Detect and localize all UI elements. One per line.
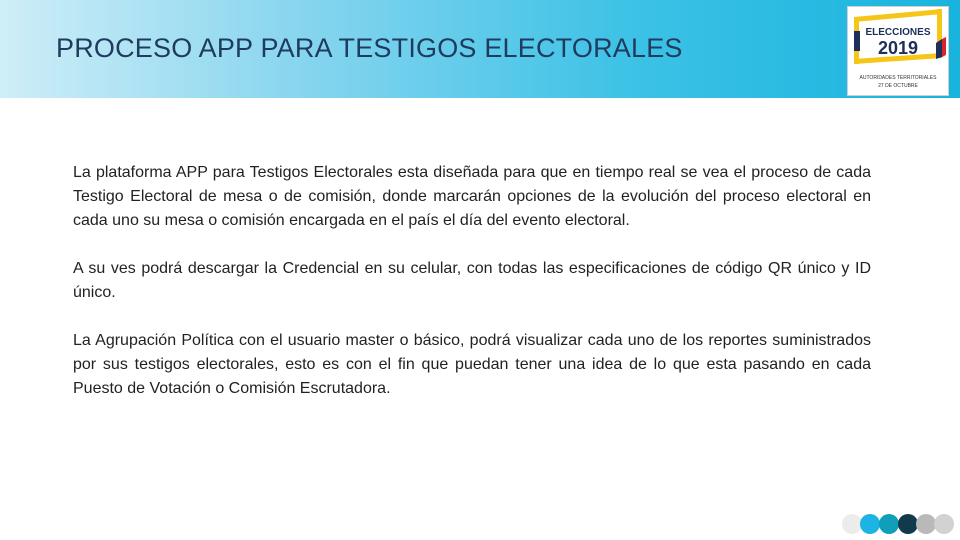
header-bar <box>0 0 960 98</box>
decorative-dots <box>842 514 954 534</box>
body-text <box>73 161 871 425</box>
logo-line-3: AUTORIDADES TERRITORIALES <box>859 75 937 81</box>
page-title: PROCESO APP PARA TESTIGOS ELECTORALES <box>56 33 683 63</box>
logo-line-1: ELECCIONES <box>865 27 931 38</box>
dot-5 <box>916 514 936 534</box>
dot-4 <box>898 514 918 534</box>
logo-line-4: 27 DE OCTUBRE <box>878 83 918 89</box>
elecciones-2019-logo <box>847 6 949 96</box>
paragraph-3: La Agrupación Política con el usuario master o básico, podrá visualizar cada uno de los reportes suministrados por sus testigos electorales, esto es con el fin que puedan tener una idea de lo que esta pasando en cada Puesto de Votación o Comisión Escrutadora. <box>73 332 871 397</box>
dot-2 <box>860 514 880 534</box>
dot-1 <box>842 514 862 534</box>
dot-3 <box>879 514 899 534</box>
logo-line-2: 2019 <box>877 38 919 58</box>
paragraph-1: La plataforma APP para Testigos Electorales esta diseñada para que en tiempo real se vea el proceso de cada Testigo Electoral de mesa o de comisión, donde marcarán opciones de la evolución del proceso electoral en cada uno su mesa o comisión encargada en el país el día del evento electoral. <box>73 164 871 229</box>
dot-6 <box>934 514 954 534</box>
paragraph-2: A su ves podrá descargar la Credencial en su celular, con todas las especificaciones de código QR único y ID único. <box>73 260 871 301</box>
